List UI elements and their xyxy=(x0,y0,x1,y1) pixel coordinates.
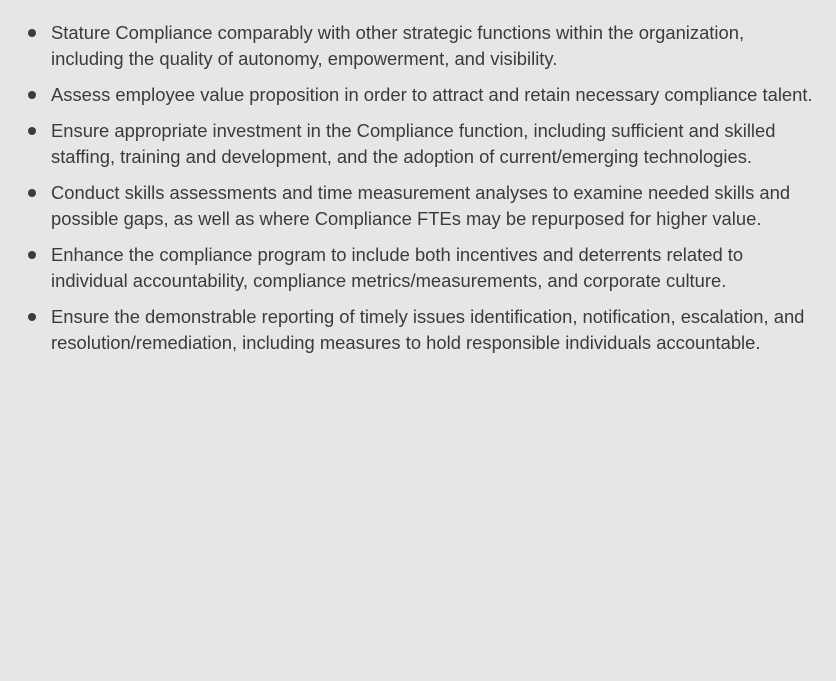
bullet-dot-icon xyxy=(28,313,36,321)
bullet-list xyxy=(24,20,816,356)
bullet-dot-icon xyxy=(28,29,36,37)
bullet-dot-icon xyxy=(28,127,36,135)
list-item-text: Stature Compliance comparably with other strategic functions within the organization, including the quality of autonomy, empowerment, and visibility. xyxy=(51,22,745,69)
list-item-text: Enhance the compliance program to include both incentives and deterrents related to individual accountability, compliance metrics/measurements, and corporate culture. xyxy=(51,244,744,291)
list-item xyxy=(24,242,816,294)
list-item-text: Assess employee value proposition in order to attract and retain necessary compliance talent. xyxy=(51,84,813,105)
list-item xyxy=(24,180,816,232)
list-item-text: Conduct skills assessments and time measurement analyses to examine needed skills and possible gaps, as well as where Compliance FTEs may be repurposed for higher value. xyxy=(51,182,791,229)
list-item xyxy=(24,118,816,170)
list-item xyxy=(24,304,816,356)
list-item-text: Ensure appropriate investment in the Compliance function, including sufficient and skilled staffing, training and development, and the adoption of current/emerging technologies. xyxy=(51,120,776,167)
list-item xyxy=(24,20,816,72)
list-item xyxy=(24,82,816,108)
list-item-text: Ensure the demonstrable reporting of timely issues identification, notification, escalation, and resolution/remediation, including measures to hold responsible individuals accountable. xyxy=(51,306,805,353)
bullet-dot-icon xyxy=(28,189,36,197)
bullet-dot-icon xyxy=(28,251,36,259)
bullet-dot-icon xyxy=(28,91,36,99)
